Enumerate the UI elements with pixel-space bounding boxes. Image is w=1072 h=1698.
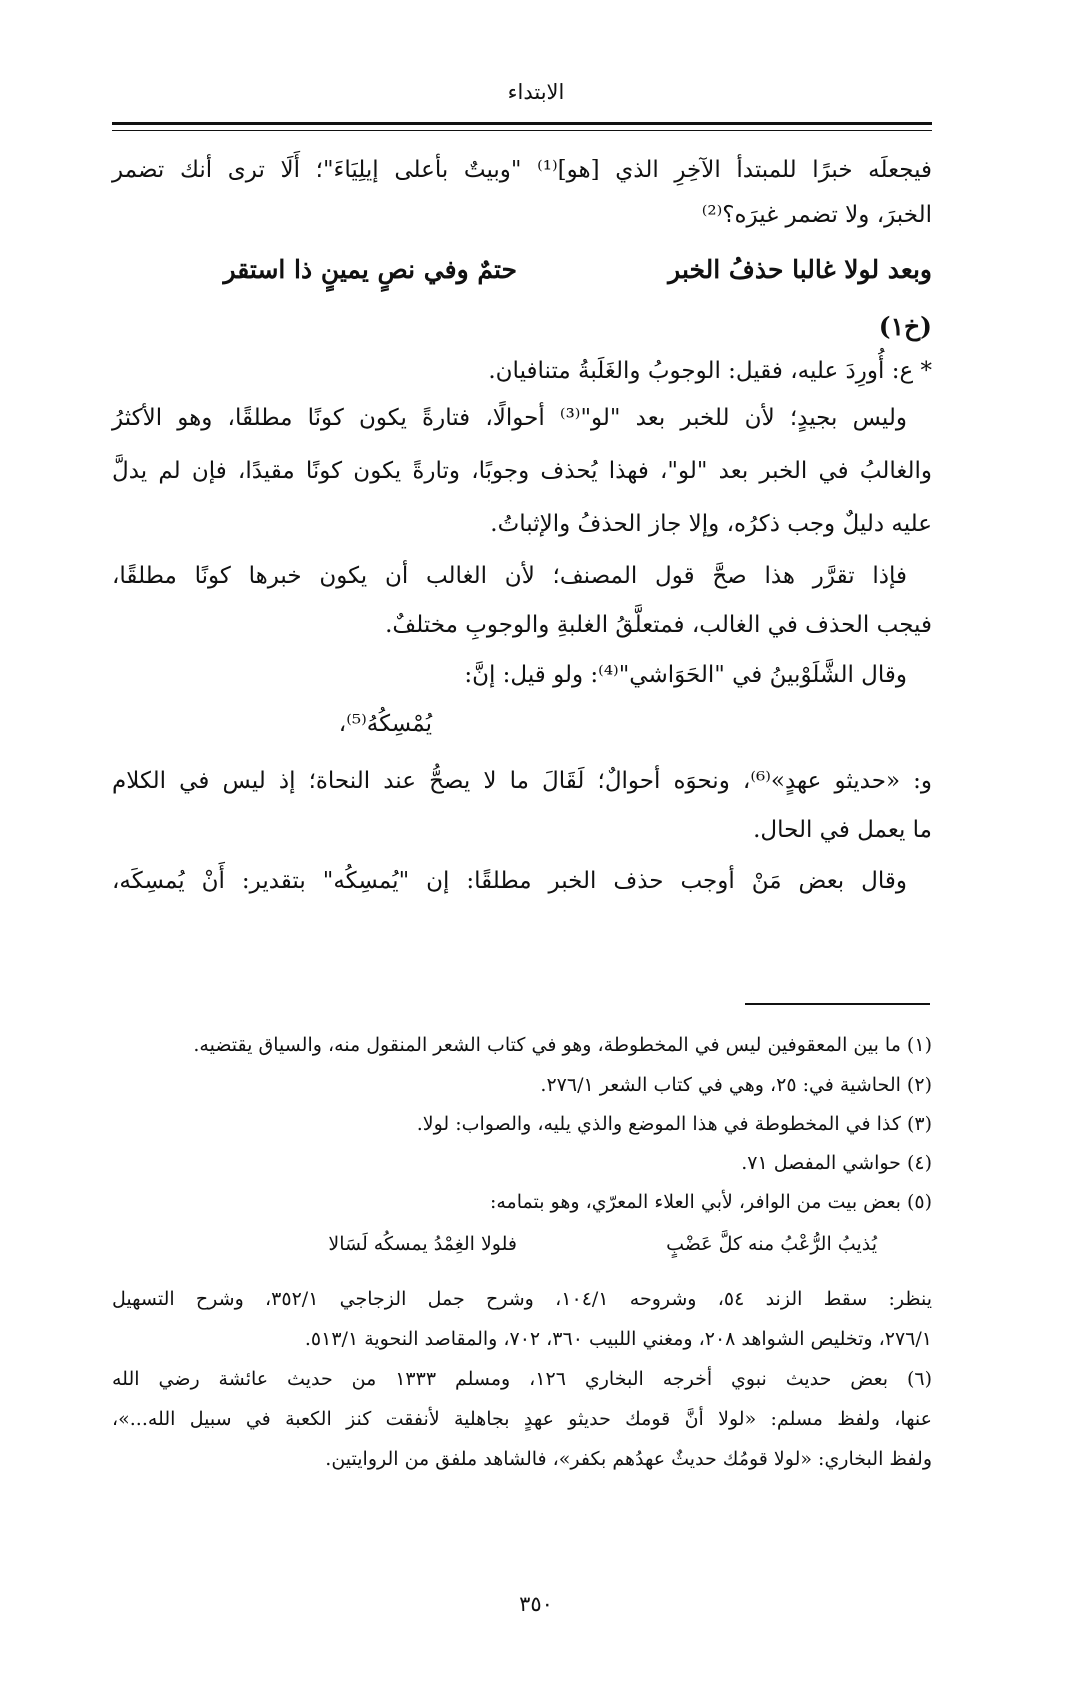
footnote: ولفظ البخاري: «لولا قومُك حديثٌ عهدُهم بكفر»، فالشاهد ملفق من الروايتين. [325, 1448, 932, 1470]
body-line: وليس بجيدٍ؛ لأن للخبر بعد "لو"⁽³⁾ أحوالًا، فتارةً يكون كونًا مطلقًا، وهو الأكثرُ [112, 405, 907, 431]
footnote: عنها، ولفظ مسلم: «لولا أنَّ قومك حديثو عهدٍ بجاهلية لأنفقت كنز الكعبة في سبيل الله...»، [112, 1408, 932, 1430]
footnote-verse-left: فلولا الغِمْدُ يمسكُه لَسَالا [328, 1233, 517, 1255]
body-line: فإذا تقرَّر هذا صحَّ قول المصنف؛ لأن الغالب أن يكون خبرها كونًا مطلقًا، [112, 563, 907, 589]
footnote-verse-right: يُذيبُ الرُّعْبُ منه كلَّ عَضْبٍ [666, 1233, 877, 1255]
page-number: ٣٥٠ [519, 1592, 553, 1616]
body-line: فيجعلَه خبرًا للمبتدأ الآخِرِ الذي [هو]⁽¹⁾ "وبيتٌ بأعلى إيلِيَاءَ"؛ أَلَا ترى أنك تضمر [112, 157, 932, 183]
footnote: ٢٧٦/١، وتخليص الشواهد ٢٠٨، ومغني اللبيب ٣٦٠، ٧٠٢، والمقاصد النحوية ٥١٣/١. [304, 1328, 932, 1350]
footnote: (٣) كذا في المخطوطة في هذا الموضع والذي يليه، والصواب: لولا. [416, 1113, 932, 1135]
body-line: فيجب الحذف في الغالب، فمتعلَّقُ الغلبةِ والوجوبِ مختلفٌ. [385, 612, 932, 638]
footnote-rule [745, 1003, 930, 1005]
body-line: والغالبُ في الخبر بعد "لو"، فهذا يُحذف وجوبًا، وتارةً يكون كونًا مقيدًا، فإن لم يدلَّ [112, 458, 932, 484]
body-line: يُمْسِكُهُ⁽⁵⁾، [338, 711, 432, 737]
footnote: ينظر: سقط الزند ٥٤، وشروحه ١٠٤/١، وشرح جمل الزجاجي ٣٥٢/١، وشرح التسهيل [112, 1288, 933, 1310]
body-line: وقال بعض مَنْ أوجب حذف الخبر مطلقًا: إن "يُمسِكُه" بتقدير: أَنْ يُمسِكَه، [112, 868, 907, 894]
footnote: (٢) الحاشية في: ٢٥، وهي في كتاب الشعر ٢٧٦/١. [540, 1074, 932, 1096]
verse-hemistich-right: وبعد لولا غالبا حذفُ الخبر [668, 255, 932, 284]
footnote: (٦) بعض حديث نبوي أخرجه البخاري ١٢٦، ومسلم ١٣٣٣ من حديث عائشة رضي الله [112, 1368, 933, 1390]
header-rule-thin [112, 130, 932, 131]
body-line: ما يعمل في الحال. [753, 817, 932, 843]
footnote: (٤) حواشي المفصل ٧١. [741, 1152, 932, 1174]
body-line: * ع: أُورِدَ عليه، فقيل: الوجوبُ والغَلَبةُ متنافيان. [488, 358, 932, 384]
running-title: الابتداء [507, 80, 565, 104]
footnote: (١) ما بين المعقوفين ليس في المخطوطة، وهو في كتاب الشعر المنقول منه، والسياق يقتضيه. [193, 1034, 932, 1056]
body-line: عليه دليلٌ وجب ذكرُه، وإلا جاز الحذفُ والإثباتُ. [490, 511, 932, 537]
body-line: وقال الشَّلَوْبينُ في "الحَوَاشي"⁽⁴⁾: ولو قيل: إنَّ: [464, 662, 907, 688]
body-line: و: «حديثو عهدٍ»⁽⁶⁾، ونحوَه أحوالٌ؛ لَقَالَ ما لا يصحُّ عند النحاة؛ إذ ليس في الكلام [112, 768, 932, 794]
verse-hemistich-left: حتمٌ وفي نصٍ يمينٍ ذا استقر [223, 255, 517, 284]
body-line: الخبرَ، ولا تضمر غيرَه؟⁽²⁾ [701, 202, 932, 228]
header-rule-thick [112, 122, 932, 125]
footnote: (٥) بعض بيت من الوافر، لأبي العلاء المعرّي، وهو بتمامه: [489, 1191, 932, 1213]
verse-code: (خ١) [878, 312, 932, 341]
